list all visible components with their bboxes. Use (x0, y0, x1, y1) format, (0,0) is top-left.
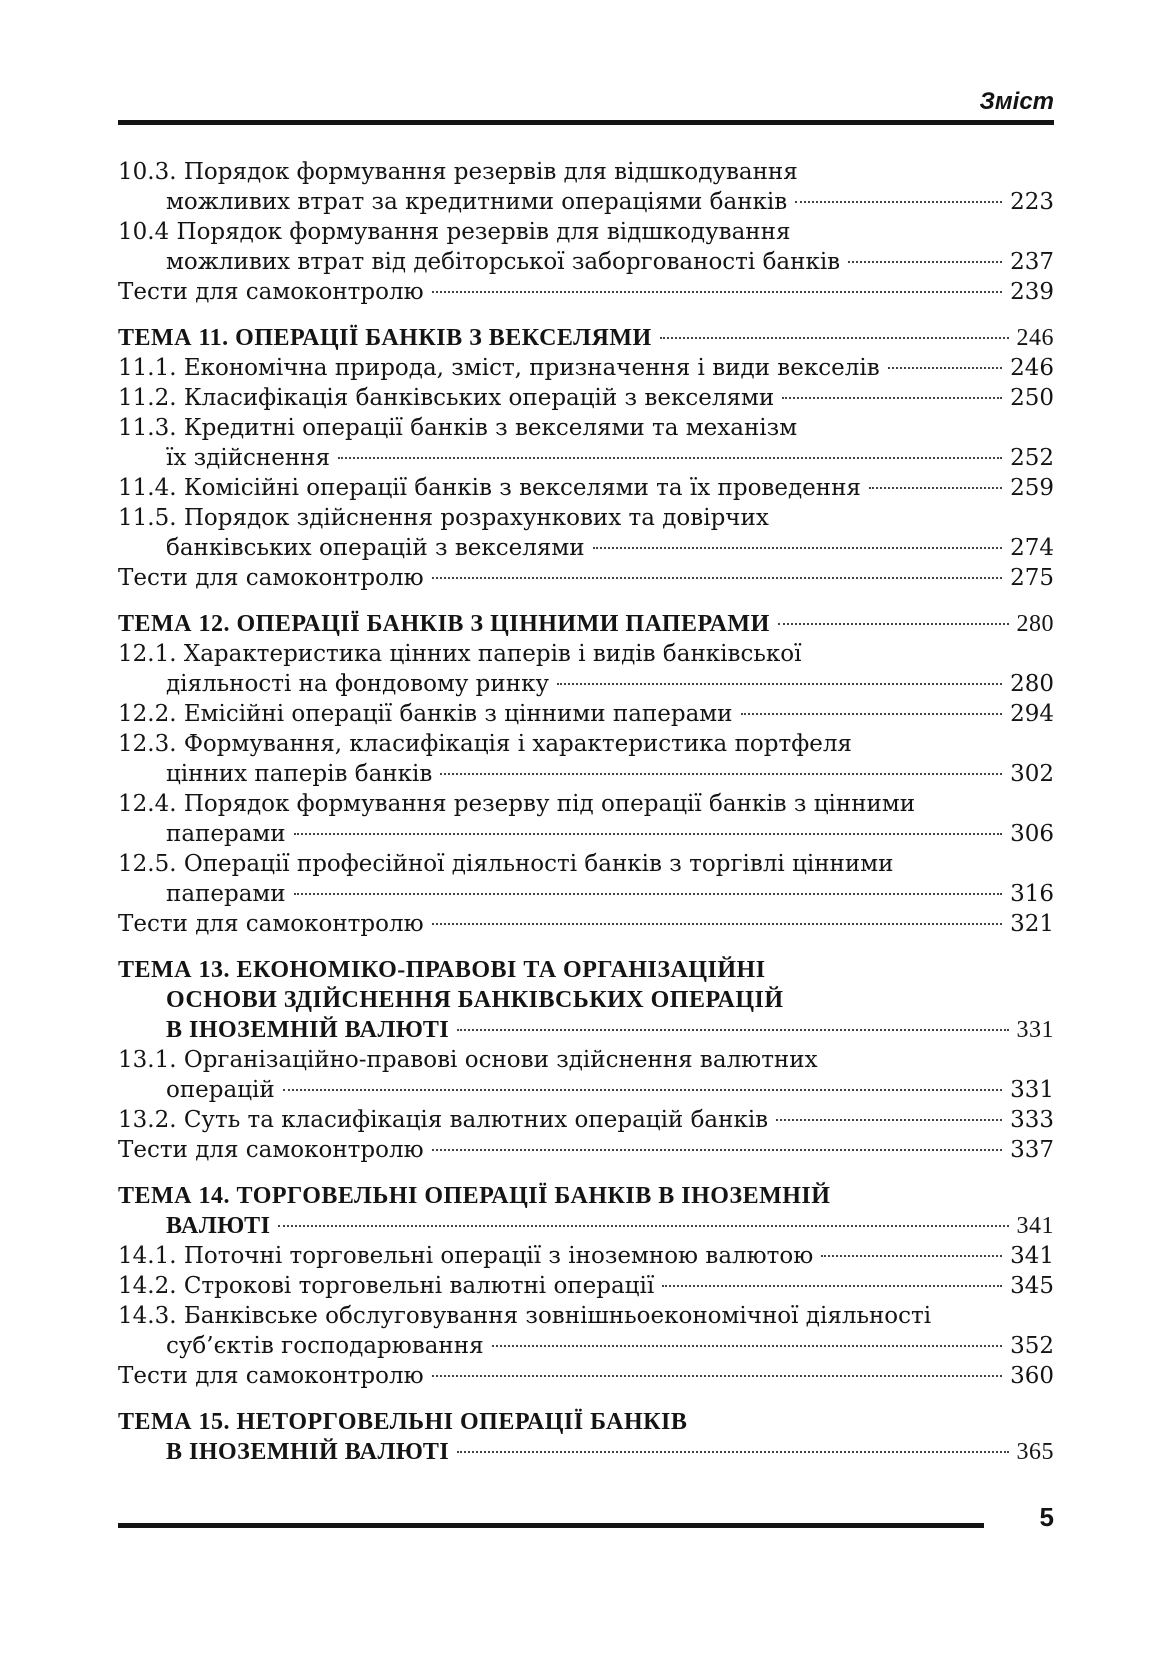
toc-entry-row (118, 879, 1054, 909)
toc-page-number: 331 (1010, 1077, 1054, 1103)
toc-page-number: 280 (1010, 671, 1054, 697)
toc-page-number: 333 (1010, 1107, 1054, 1133)
toc-entry-text: операцій (166, 1077, 275, 1103)
toc-page-number: 223 (1010, 189, 1054, 215)
page-number: 5 (1039, 1502, 1054, 1532)
toc-entry-text: паперами (166, 881, 286, 907)
toc-page-number: 259 (1010, 475, 1054, 501)
toc-entry-row (118, 217, 1054, 247)
toc-entry-text: 11.2. Класифікація банківських операцій з векселями (118, 385, 775, 411)
toc-entry-row (118, 413, 1054, 443)
toc-heading-text: ВАЛЮТІ (166, 1213, 271, 1239)
toc-entry-text: 14.3. Банківське обслуговування зовнішньоекономічної діяльності (118, 1303, 932, 1329)
dot-leader (432, 577, 1002, 579)
toc-entry-text: 10.3. Порядок формування резервів для відшкодування (118, 159, 798, 185)
toc-entry-row (118, 669, 1054, 699)
dot-leader (294, 833, 1002, 835)
dot-leader (821, 1255, 1002, 1257)
dot-leader (294, 893, 1002, 895)
toc-heading-text: ТЕМА 15. НЕТОРГОВЕЛЬНІ ОПЕРАЦІЇ БАНКІВ (118, 1409, 688, 1435)
dot-leader (432, 1375, 1002, 1377)
dot-leader (432, 1149, 1002, 1151)
toc-page-number: 345 (1010, 1273, 1054, 1299)
toc-entry-row (118, 1105, 1054, 1135)
toc-page-number: 246 (1010, 355, 1054, 381)
dot-leader (888, 367, 1002, 369)
dot-leader (432, 923, 1002, 925)
toc-heading-text: ОСНОВИ ЗДІЙСНЕННЯ БАНКІВСЬКИХ ОПЕРАЦІЙ (166, 987, 784, 1013)
toc-entry-text: 13.2. Суть та класифікація валютних операцій банків (118, 1107, 769, 1133)
toc-page-number: 294 (1010, 701, 1054, 727)
toc-heading-text: ТЕМА 12. ОПЕРАЦІЇ БАНКІВ З ЦІННИМИ ПАПЕРАМИ (118, 611, 770, 637)
toc-page-number: 360 (1010, 1363, 1054, 1389)
toc-page-number: 246 (1016, 325, 1054, 351)
toc-entry-text: можливих втрат від дебіторської заборгованості банків (166, 249, 841, 275)
toc-page-number: 337 (1010, 1137, 1054, 1163)
toc-entry-text: 12.3. Формування, класифікація і характеристика портфеля (118, 731, 852, 757)
dot-leader (778, 623, 1009, 625)
dot-leader (283, 1089, 1002, 1091)
toc-entry-row (118, 1271, 1054, 1301)
dot-leader (432, 291, 1002, 293)
dot-leader (782, 397, 1002, 399)
dot-leader (440, 773, 1002, 775)
dot-leader (457, 1451, 1008, 1453)
toc-entry-row (118, 157, 1054, 187)
toc-entry-row (118, 819, 1054, 849)
toc-heading-row (118, 1407, 1054, 1437)
toc-page-number: 252 (1010, 445, 1054, 471)
toc-entry-text: 12.1. Характеристика цінних паперів і видів банківської (118, 641, 802, 667)
toc-heading-text: ТЕМА 13. ЕКОНОМІКО-ПРАВОВІ ТА ОРГАНІЗАЦІЙНІ (118, 957, 766, 983)
toc-entry-text: Тести для самоконтролю (118, 565, 424, 591)
toc-heading-text: В ІНОЗЕМНІЙ ВАЛЮТІ (166, 1439, 450, 1465)
toc-heading-text: ТЕМА 11. ОПЕРАЦІЇ БАНКІВ З ВЕКСЕЛЯМИ (118, 325, 652, 351)
toc-entry-row (118, 383, 1054, 413)
toc-entry-text: 12.5. Операції професійної діяльності банків з торгівлі цінними (118, 851, 894, 877)
dot-leader (660, 337, 1009, 339)
dot-leader (338, 457, 1002, 459)
toc-entry-row (118, 247, 1054, 277)
toc-entry-text: 14.1. Поточні торговельні операції з іноземною валютою (118, 1243, 814, 1269)
toc-page-number: 237 (1010, 249, 1054, 275)
toc-page-number: 316 (1010, 881, 1054, 907)
toc-heading-text: В ІНОЗЕМНІЙ ВАЛЮТІ (166, 1017, 450, 1043)
toc-heading-row (118, 1437, 1054, 1467)
dot-leader (776, 1119, 1002, 1121)
dot-leader (593, 547, 1003, 549)
toc-heading-row (118, 1015, 1054, 1045)
toc-entry-row (118, 1075, 1054, 1105)
toc-entry-row (118, 759, 1054, 789)
toc-heading-row (118, 1211, 1054, 1241)
toc-entry-text: цінних паперів банків (166, 761, 433, 787)
header-rule (118, 120, 1054, 125)
toc-entry-text: можливих втрат за кредитними операціями банків (166, 189, 788, 215)
toc-entry-row (118, 729, 1054, 759)
toc-entry-text: Тести для самоконтролю (118, 911, 424, 937)
toc-heading-row (118, 955, 1054, 985)
toc-entry-text: 13.1. Організаційно-правові основи здійснення валютних (118, 1047, 818, 1073)
toc-heading-text: ТЕМА 14. ТОРГОВЕЛЬНІ ОПЕРАЦІЇ БАНКІВ В ІНОЗЕМНІЙ (118, 1183, 831, 1209)
toc-entry-row (118, 849, 1054, 879)
toc-page-number: 352 (1010, 1333, 1054, 1359)
toc-page-number: 365 (1016, 1439, 1054, 1465)
toc-heading-row (118, 985, 1054, 1015)
toc-entry-row (118, 639, 1054, 669)
toc-entry-row (118, 909, 1054, 939)
toc-page-number: 341 (1010, 1243, 1054, 1269)
toc-entry-text: паперами (166, 821, 286, 847)
toc-heading-row (118, 609, 1054, 639)
toc-heading-row (118, 323, 1054, 353)
toc-entry-row (118, 187, 1054, 217)
toc-entry-text: суб’єктів господарювання (166, 1333, 484, 1359)
dot-leader (457, 1029, 1008, 1031)
running-header-title: Зміст (979, 88, 1054, 115)
dot-leader (492, 1345, 1003, 1347)
toc-entry-text: Тести для самоконтролю (118, 279, 424, 305)
toc-entry-row (118, 699, 1054, 729)
dot-leader (795, 201, 1002, 203)
toc-page-number: 302 (1010, 761, 1054, 787)
toc-entry-text: 10.4 Порядок формування резервів для відшкодування (118, 219, 791, 245)
toc-entry-text: Тести для самоконтролю (118, 1363, 424, 1389)
toc-entry-row (118, 277, 1054, 307)
toc-entry-text: 11.1. Економічна природа, зміст, призначення і види векселів (118, 355, 880, 381)
toc-entry-row (118, 563, 1054, 593)
toc-entry-row (118, 1135, 1054, 1165)
toc-page-number: 331 (1016, 1017, 1054, 1043)
toc-entry-text: Тести для самоконтролю (118, 1137, 424, 1163)
toc-entry-row (118, 473, 1054, 503)
toc-entry-text: 11.3. Кредитні операції банків з векселями та механізм (118, 415, 798, 441)
footer-rule (118, 1523, 984, 1528)
toc-page-number: 239 (1010, 279, 1054, 305)
toc-page-number: 275 (1010, 565, 1054, 591)
dot-leader (741, 713, 1003, 715)
toc-entry-text: 11.4. Комісійні операції банків з векселями та їх проведення (118, 475, 861, 501)
toc-entry-text: 12.4. Порядок формування резерву під операції банків з цінними (118, 791, 916, 817)
toc-page-number: 321 (1010, 911, 1054, 937)
toc-page-number: 306 (1010, 821, 1054, 847)
toc-entry-text: 11.5. Порядок здійснення розрахункових та довірчих (118, 505, 769, 531)
toc-entry-row (118, 1301, 1054, 1331)
dot-leader (557, 683, 1002, 685)
toc-entry-text: 12.2. Емісійні операції банків з цінними паперами (118, 701, 733, 727)
dot-leader (848, 261, 1002, 263)
toc-entry-row (118, 1045, 1054, 1075)
toc-entry-row (118, 789, 1054, 819)
toc-entry-row (118, 503, 1054, 533)
toc-entry-row (118, 1331, 1054, 1361)
toc-entry-row (118, 443, 1054, 473)
toc-entry-row (118, 1361, 1054, 1391)
dot-leader (869, 487, 1002, 489)
toc-entry-row (118, 533, 1054, 563)
toc-entry-row (118, 353, 1054, 383)
toc-page-number: 341 (1016, 1213, 1054, 1239)
toc-page-number: 280 (1016, 611, 1054, 637)
toc-entry-text: їх здійснення (166, 445, 331, 471)
dot-leader (662, 1285, 1002, 1287)
toc-entry-text: 14.2. Строкові торговельні валютні операції (118, 1273, 655, 1299)
toc-page-number: 274 (1010, 535, 1054, 561)
table-of-contents (118, 157, 1054, 1467)
toc-entry-row (118, 1241, 1054, 1271)
dot-leader (278, 1225, 1008, 1227)
toc-page-number: 250 (1010, 385, 1054, 411)
toc-entry-text: банківських операцій з векселями (166, 535, 585, 561)
toc-entry-text: діяльності на фондовому ринку (166, 671, 549, 697)
toc-heading-row (118, 1181, 1054, 1211)
